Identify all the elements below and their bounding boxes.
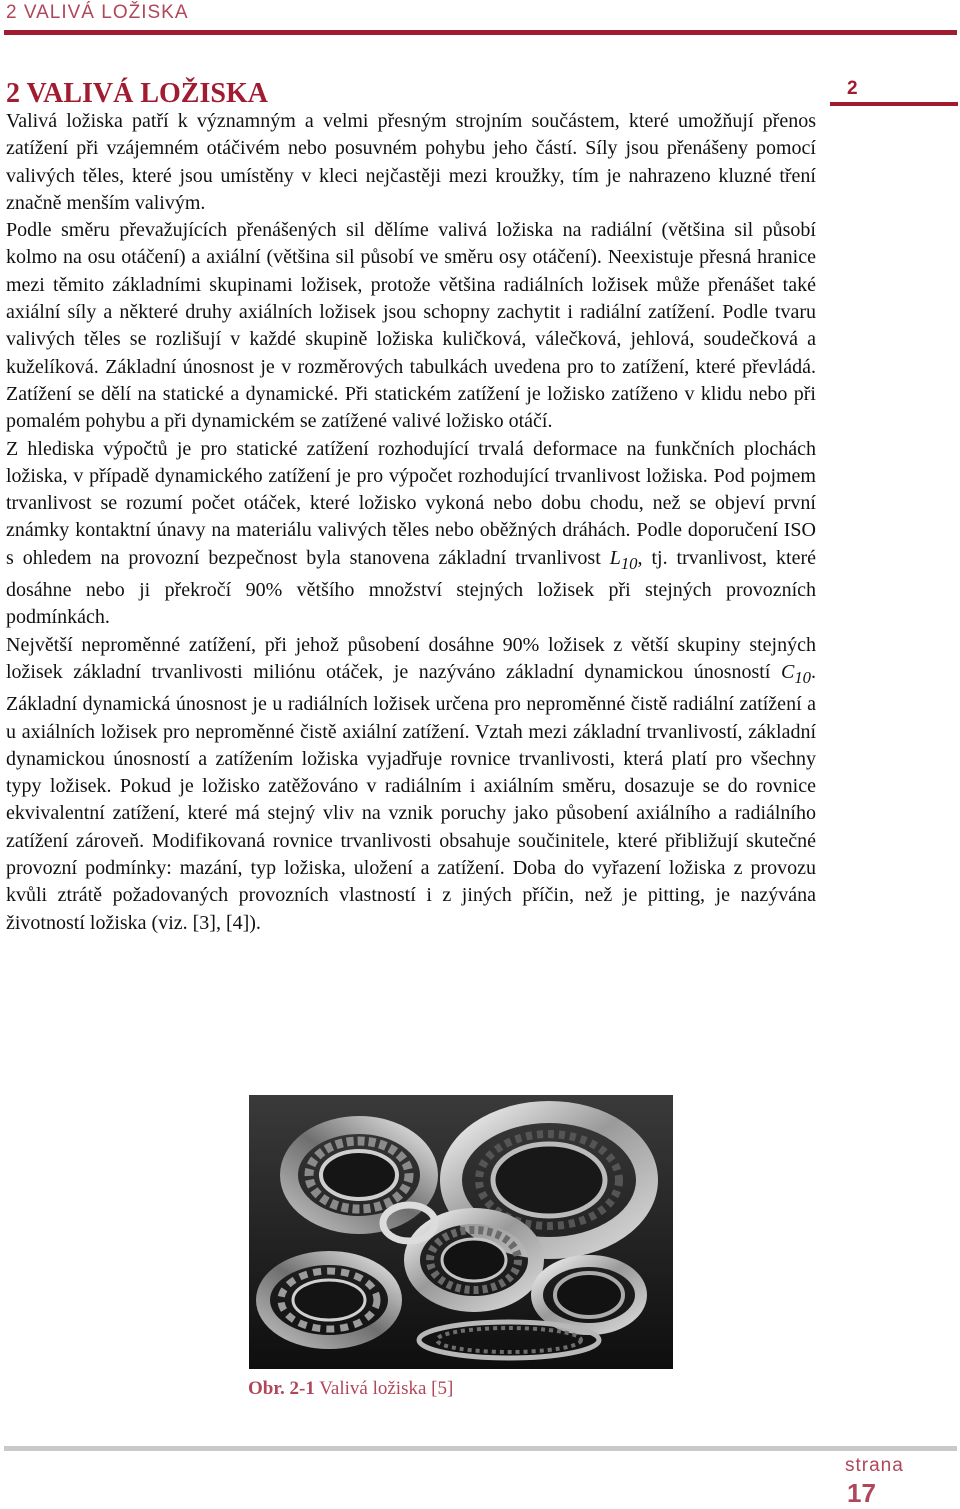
paragraph-service-life [6, 436, 816, 632]
subscript-text: 10 [794, 667, 811, 687]
header-rule [4, 30, 957, 35]
running-header: 2 VALIVÁ LOŽISKA [6, 2, 189, 23]
text-run: , tj. trvanlivost, které dosáhne nebo ji překročí 90% většího množství stejných ložisek při stejných provozních podmínkách. [6, 546, 816, 629]
page-number: 17 [847, 1478, 876, 1508]
paragraph-classification: Podle směru převažujících přenášených sil dělíme valivá ložiska na radiální (většina sil působí kolmo na osu otáčení) a axiální (většina sil působí ve směru osy otáčení). Neexistuje přesná hranice mezi těmito základními skupinami ložisek, protože většina radiálních ložisek může přenášet také axiální síly a některé druhy axiálních ložisek jsou schopny zachytit i radiální zatížení. Podle tvaru valivých těles se rozlišují v každé skupině ložiska kuličková, válečková, jehlová, soudečková a kuželíková. Základní únosnost je v rozměrových tabulkách uvedena pro to zatížení, které převládá. Zatížení se dělí na statické a dynamické. Při statickém zatížení je ložisko zatíženo v klidu nebo při pomalém pohybu a při dynamickém se zatížené valivé ložisko otáčí. [6, 219, 816, 433]
page-title: 2 VALIVÁ LOŽISKA [6, 78, 268, 109]
text-run: . Základní dynamická únosnost je u radiálních ložisek určena pro neproměnné čistě radiální zatížení a u axiálních ložisek pro neproměnné čistě axiální zatížení. Vztah mezi základní trvanlivostí, základní dynamickou únosností a zatížením ložiska vyjadřuje rovnice trvanlivosti, která platí pro všechny typy ložisek. Pokud je ložisko zatěžováno v radiálním i axiálním směru, dosazuje se do rovnice ekvivalentní zatížení, které má stejný vliv na vznik poruchy jako působení axiálního a radiálního zatížení zároveň. Modifikovaná rovnice trvanlivosti obsahuje součinitele, které přibližují skutečné provozní podmínky: mazání, typ ložiska, uložení a zatížení. Doba do vyřazení ložiska z provozu kvůli ztrátě požadovaných provozních vlastností i z jiných příčin, než je pitting, je nazývána životností ložiska (viz. [3], [4]). [6, 660, 816, 934]
figure-caption-text: Valivá ložiska [5] [319, 1378, 454, 1399]
footer-page-label: strana [845, 1455, 904, 1476]
chapter-number: 2 [847, 78, 858, 99]
symbol-l: L [609, 546, 621, 569]
body-text [6, 108, 816, 937]
subscript-text: 10 [620, 553, 638, 573]
bearings-illustration [249, 1095, 673, 1369]
symbol-c: C [781, 660, 795, 683]
text-run: Z hlediska výpočtů je pro statické zatížení rozhodující trvalá deformace na funkčních plochách ložiska, v případě dynamického zatížení je pro výpočet rozhodující trvanlivost ložiska. Pod pojmem trvanlivost se rozumí počet otáček, které ložisko vykoná nebo dobu chodu, než se objeví první známky kontaktní únavy na materiálu valivých těles nebo oběžných dráhách. Podle doporučení ISO s ohledem na provozní bezpečnost byla stanovena základní trvanlivost [6, 437, 816, 569]
symbol-subscript [794, 668, 811, 687]
paragraph-dynamic-capacity [6, 632, 816, 937]
text-run: Největší neproměnné zatížení, při jehož působení dosáhne 90% ložisek z větší skupiny stejných ložisek základní trvanlivosti miliónu otáček, je nazýváno základní dynamickou únosností [6, 633, 816, 683]
bearings-photo [249, 1095, 673, 1369]
footer-rule [4, 1446, 957, 1451]
figure-label: Obr. 2-1 [248, 1378, 315, 1399]
paragraph-intro: Valivá ložiska patří k významným a velmi přesným strojním součástem, které umožňují přenos zatížení při vzájemném otáčivém nebo posuvném pohybu jeho částí. Síly jsou přenášeny pomocí valivých těles, které jsou umístěny v kleci nejčastěji mezi kroužky, tím je nahrazeno kluzné tření značně menším valivým. [6, 110, 816, 214]
chapter-rule [830, 102, 958, 106]
figure-caption [248, 1378, 453, 1400]
symbol-subscript [621, 554, 638, 573]
